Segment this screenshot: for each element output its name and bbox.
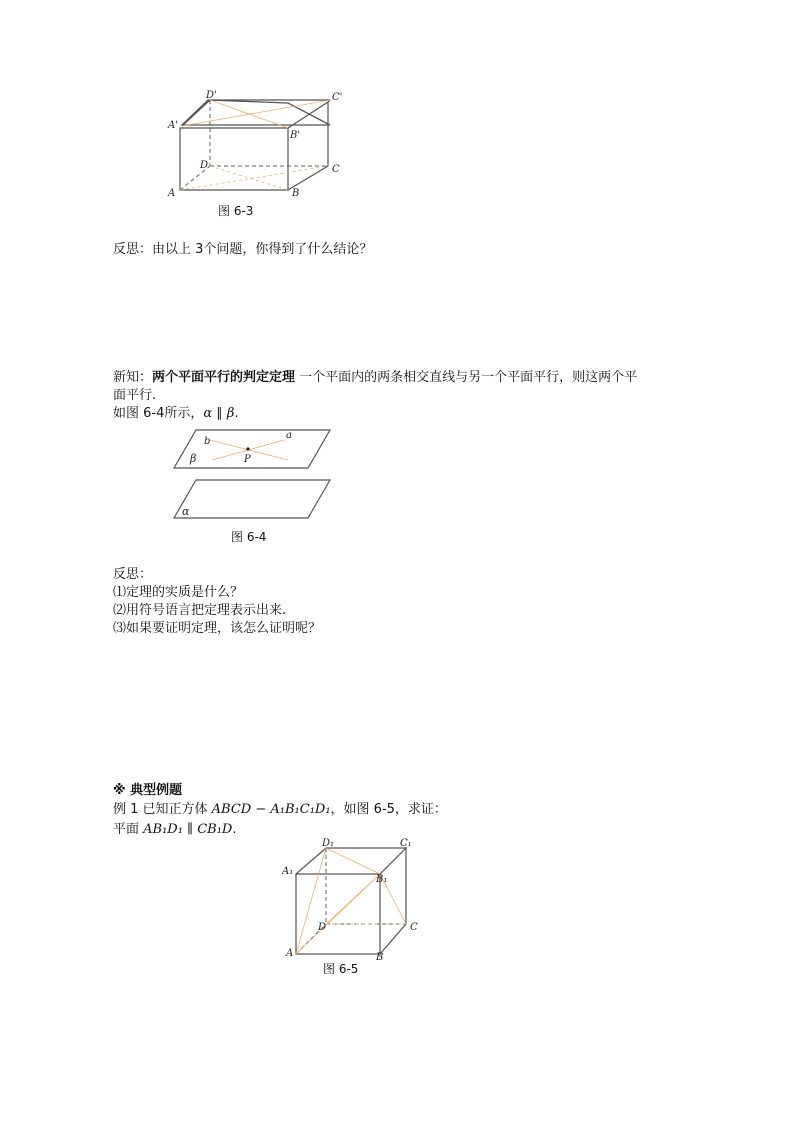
label-b-line: b: [204, 436, 211, 447]
figure-6-4-reference-end: .: [234, 406, 239, 421]
figure-6-5: [282, 838, 428, 960]
new-knowledge-line-1: [113, 366, 637, 385]
example-1-plane-notation: AB₁D₁ ∥ CB₁D: [143, 822, 233, 837]
reflection-2-item-1: ⑴定理的实质是什么？: [113, 585, 244, 600]
label-c-prime: C': [332, 92, 343, 103]
figure-6-3-caption: 图 6-3: [218, 204, 254, 218]
figure-6-4-reference: [113, 402, 239, 421]
example-1-line-1: [113, 798, 447, 817]
section-heading-examples: [113, 779, 182, 798]
section-heading-text: 典型例题: [125, 783, 183, 798]
label-d-cube: D: [318, 922, 327, 933]
label-c-cube: C: [410, 922, 418, 933]
label-c: C: [332, 164, 340, 175]
label-a-line: a: [286, 430, 292, 441]
label-c1: C₁: [400, 838, 412, 849]
label-b: B: [292, 188, 300, 199]
label-beta-plane: β: [190, 452, 197, 465]
label-d-prime: D': [206, 90, 217, 101]
figure-6-4-caption: 图 6-4: [231, 530, 267, 544]
figure-6-4: [168, 424, 338, 524]
label-a-prime: A': [168, 120, 178, 131]
beta-symbol: β: [226, 406, 235, 421]
theorem-title: 两个平面平行的判定定理: [152, 370, 296, 385]
example-1-line-2-suffix: .: [232, 822, 237, 837]
figure-6-5-caption: 图 6-5: [323, 962, 359, 976]
reflection-2-title: 反思：: [113, 567, 153, 582]
label-b1: B₁: [376, 874, 388, 885]
label-alpha-plane: α: [182, 505, 190, 518]
label-b-prime: B': [290, 130, 301, 141]
alpha-symbol: α: [203, 406, 213, 421]
example-1-line-2-prefix: 平面: [113, 822, 144, 837]
label-p-point: P: [244, 454, 251, 465]
reflection-2-item-2: ⑵用符号语言把定理表示出来.: [113, 603, 287, 618]
label-d1: D₁: [322, 838, 335, 849]
example-1-line-2: [113, 818, 236, 837]
reference-mark: ※: [113, 783, 126, 798]
new-knowledge-line-2: 面平行.: [113, 388, 157, 403]
label-a-cube: A: [286, 948, 294, 959]
figure-6-3: [160, 88, 360, 213]
theorem-body-1: 一个平面内的两条相交直线与另一个平面平行，则这两个平: [295, 370, 638, 385]
example-1-prefix: 例 1 已知正方体: [113, 802, 212, 817]
label-d: D: [200, 160, 209, 171]
new-knowledge-prefix: 新知：: [113, 370, 153, 385]
example-1-suffix: ，如图 6-5，求证：: [330, 802, 447, 817]
label-a: A: [168, 188, 176, 199]
label-b-cube: B: [376, 952, 384, 960]
example-1-cube-notation: ABCD − A₁B₁C₁D₁: [211, 802, 331, 817]
reflection-1: 反思：由以上 3个问题，你得到了什么结论？: [113, 242, 373, 257]
point-p: [246, 447, 249, 450]
figure-6-4-reference-prefix: 如图 6-4所示，: [113, 406, 204, 421]
label-a1: A₁: [282, 866, 294, 877]
reflection-2-item-3: ⑶如果要证明定理，该怎么证明呢？: [113, 621, 322, 636]
parallel-symbol: ∥: [212, 406, 227, 421]
